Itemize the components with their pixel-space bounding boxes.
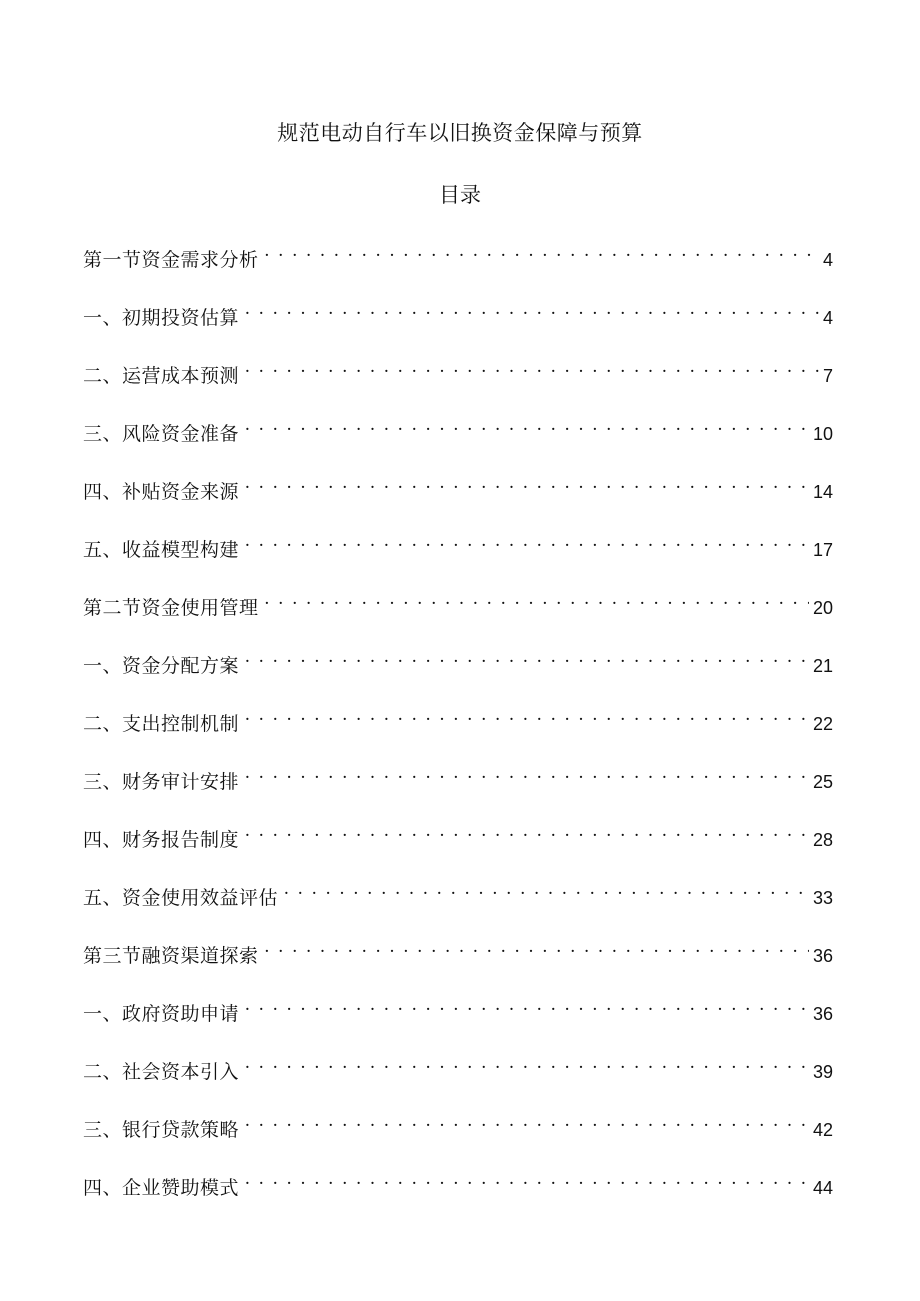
toc-entry-text: 第三节融资渠道探索: [83, 945, 259, 967]
toc-entry-text: 四、补贴资金来源: [83, 481, 240, 503]
toc-page-number: 36: [812, 1004, 833, 1024]
toc-page-number: 42: [812, 1120, 833, 1140]
toc-entry-section-1[interactable]: [83, 236, 833, 294]
toc-entry-section-2[interactable]: [83, 584, 833, 642]
toc-entry-text: 四、财务报告制度: [83, 829, 240, 851]
toc-entry[interactable]: [83, 468, 833, 526]
toc-entry-text: 一、资金分配方案: [83, 655, 240, 677]
toc-page-number: 39: [812, 1062, 833, 1082]
toc-dot-leader: [245, 294, 819, 324]
toc-dot-leader: [265, 236, 819, 266]
toc-page-number: 21: [812, 656, 833, 676]
toc-entry-text: 第二节资金使用管理: [83, 597, 259, 619]
toc-entry[interactable]: [83, 352, 833, 410]
toc-entry[interactable]: [83, 816, 833, 874]
toc-page-number: 20: [812, 598, 833, 618]
toc-dot-leader: [245, 1048, 809, 1078]
toc-dot-leader: [245, 468, 809, 498]
toc-page-number: 36: [812, 946, 833, 966]
toc-entry-text: 五、收益模型构建: [83, 539, 240, 561]
toc-dot-leader: [245, 642, 809, 672]
toc-dot-leader: [265, 932, 809, 962]
toc-entry-text: 三、银行贷款策略: [83, 1119, 240, 1141]
toc-dot-leader: [265, 584, 809, 614]
toc-entry-text: 二、社会资本引入: [83, 1061, 240, 1083]
toc-entry-text: 一、初期投资估算: [83, 307, 240, 329]
toc-entry[interactable]: [83, 1164, 833, 1222]
toc-entry-text: 第一节资金需求分析: [83, 249, 259, 271]
toc-entry[interactable]: [83, 758, 833, 816]
toc-dot-leader: [245, 990, 809, 1020]
toc-entry-text: 五、资金使用效益评估: [83, 887, 279, 909]
toc-dot-leader: [245, 700, 809, 730]
toc-dot-leader: [245, 1106, 809, 1136]
toc-entry-text: 二、运营成本预测: [83, 365, 240, 387]
toc-page-number: 14: [812, 482, 833, 502]
toc-page-number: 28: [812, 830, 833, 850]
toc-entry-text: 三、风险资金准备: [83, 423, 240, 445]
toc-page-number: 25: [812, 772, 833, 792]
toc-dot-leader: [284, 874, 809, 904]
toc-entry[interactable]: [83, 1106, 833, 1164]
toc-entry-text: 二、支出控制机制: [83, 713, 240, 735]
toc-page-number: 7: [822, 366, 833, 386]
toc-entry[interactable]: [83, 642, 833, 700]
toc-heading: 目录: [439, 183, 481, 207]
toc-page-number: 44: [812, 1178, 833, 1198]
toc-entry-section-3[interactable]: [83, 932, 833, 990]
toc-dot-leader: [245, 352, 819, 382]
toc-page-number: 22: [812, 714, 833, 734]
document-title: 规范电动自行车以旧换资金保障与预算: [277, 121, 643, 145]
toc-entry-text: 四、企业赞助模式: [83, 1177, 240, 1199]
toc-dot-leader: [245, 410, 809, 440]
toc-entry[interactable]: [83, 526, 833, 584]
toc-dot-leader: [245, 758, 809, 788]
toc-page-number: 4: [822, 308, 833, 328]
toc-page-number: 33: [812, 888, 833, 908]
toc-entry[interactable]: [83, 990, 833, 1048]
toc-dot-leader: [245, 816, 809, 846]
toc-page-number: 4: [822, 250, 833, 270]
toc-entry[interactable]: [83, 410, 833, 468]
toc-page-number: 10: [812, 424, 833, 444]
toc-entry[interactable]: [83, 294, 833, 352]
toc-entry[interactable]: [83, 1048, 833, 1106]
toc-entry[interactable]: [83, 700, 833, 758]
toc-dot-leader: [245, 526, 809, 556]
toc-dot-leader: [245, 1164, 809, 1194]
toc-page-number: 17: [812, 540, 833, 560]
toc-entry[interactable]: [83, 874, 833, 932]
toc-entry-text: 一、政府资助申请: [83, 1003, 240, 1025]
table-of-contents: [83, 236, 833, 1222]
toc-entry-text: 三、财务审计安排: [83, 771, 240, 793]
